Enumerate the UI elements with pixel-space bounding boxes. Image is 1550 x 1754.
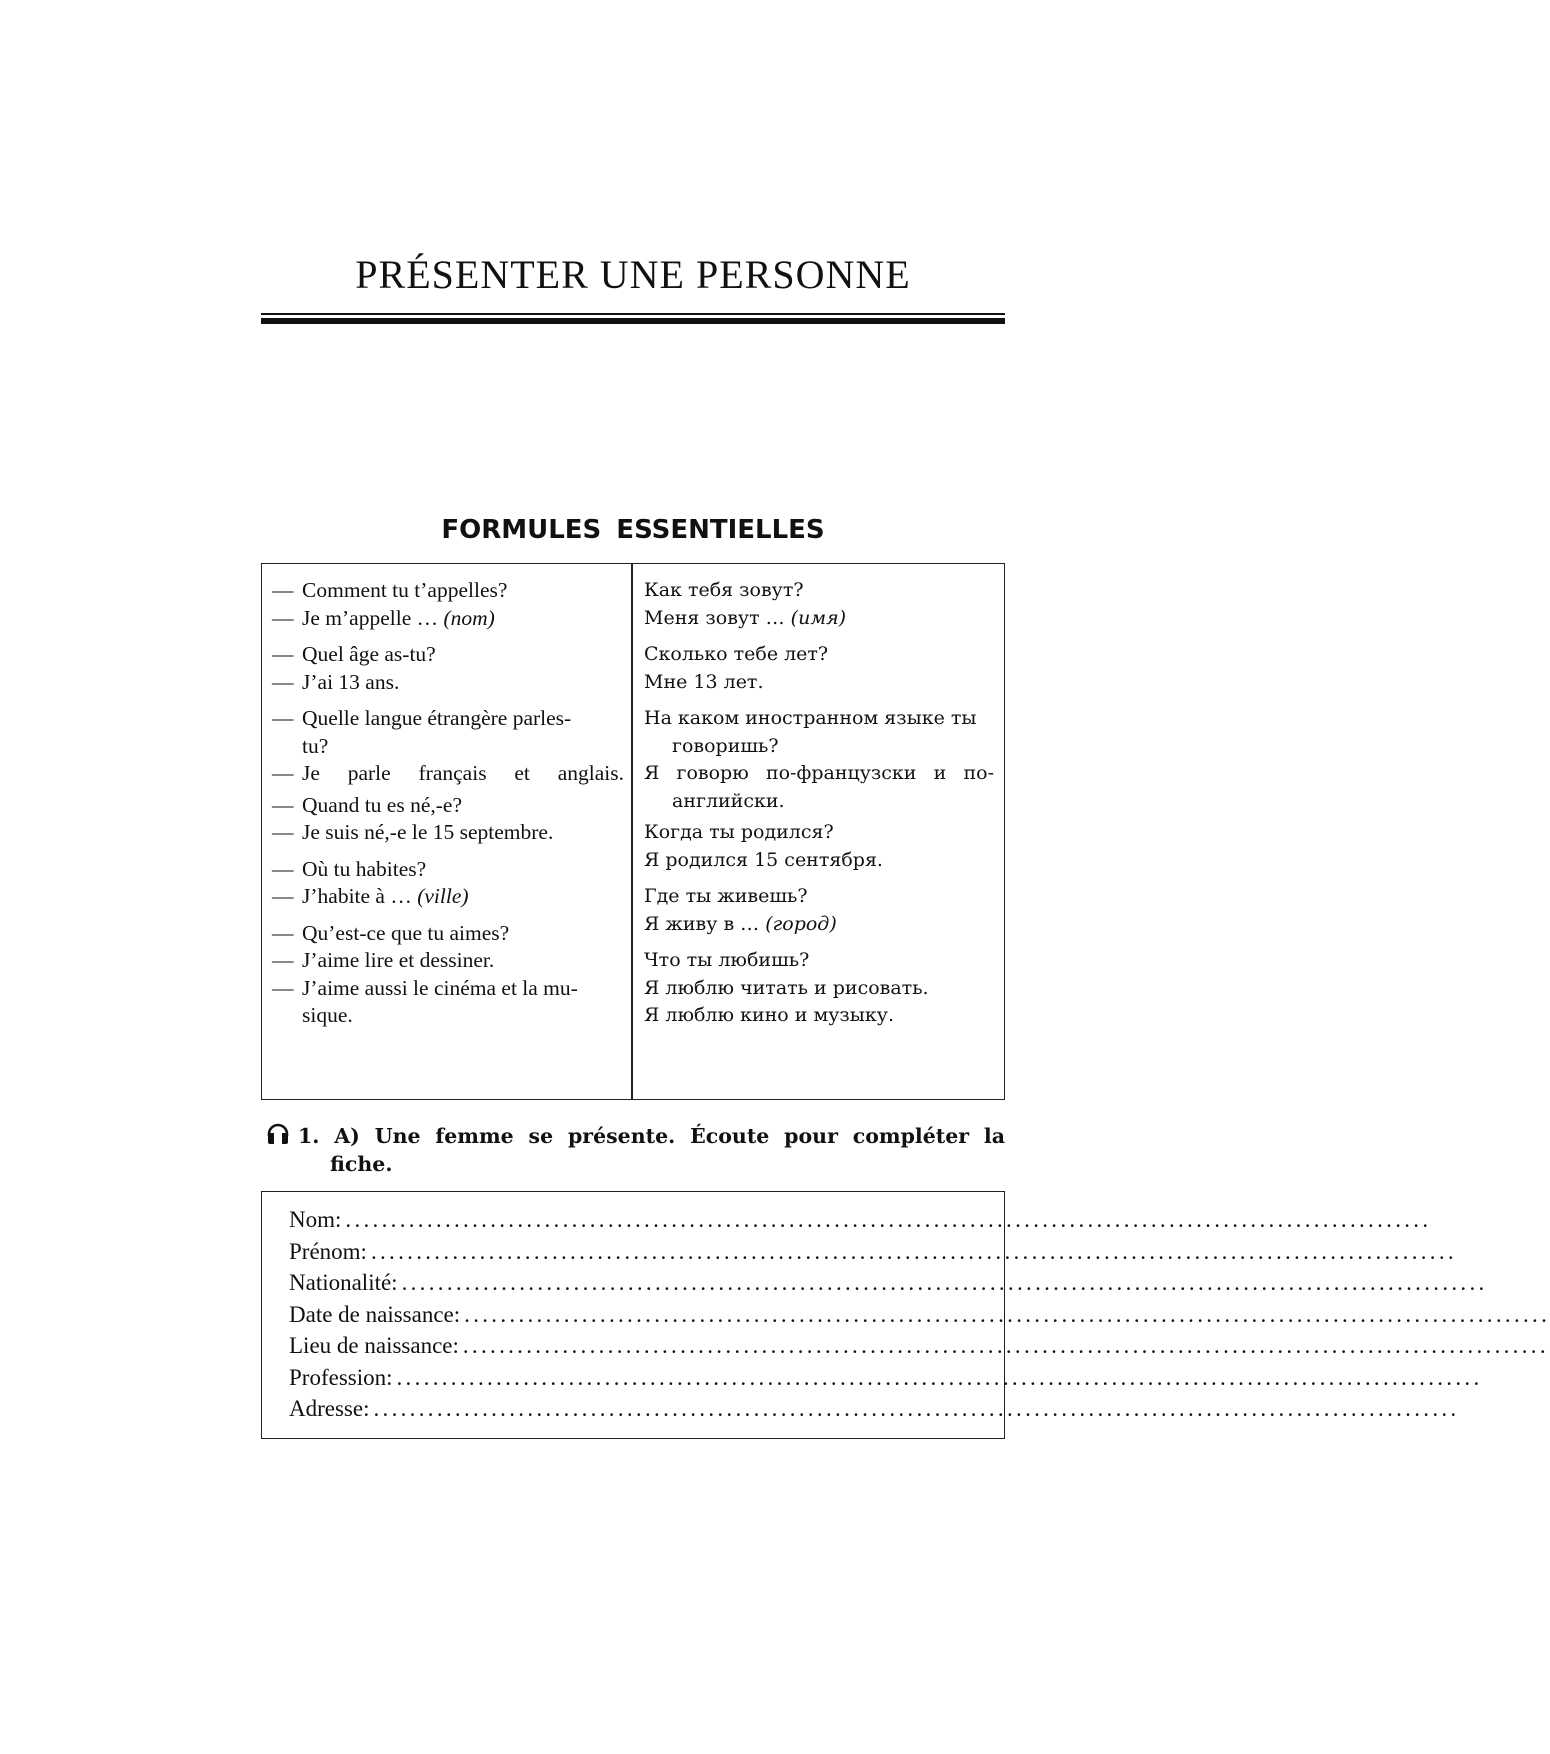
french-group (272, 920, 624, 1030)
page-title: PRÉSENTER UNE PERSONNE (355, 252, 911, 297)
title-rule-thick (261, 318, 1005, 324)
dash: — (272, 706, 294, 730)
fiche-field-blank[interactable]: ........................................................................................................................ (462, 1333, 1549, 1358)
dash: — (272, 605, 294, 630)
french-line (272, 856, 624, 884)
dash: — (272, 578, 294, 602)
fiche-field-label: Date de naissance: (289, 1301, 461, 1327)
fiche-field (289, 1393, 1460, 1425)
french-group (272, 856, 624, 911)
russian-text: Меня зовут … (644, 606, 785, 629)
french-text: J’aime aussi le cinéma et la mu- (302, 975, 578, 1000)
russian-line (644, 947, 994, 975)
french-text: tu? (302, 733, 329, 758)
dash: — (272, 948, 294, 972)
dash: — (272, 820, 294, 844)
russian-group (644, 947, 994, 1030)
russian-text: Я говорю по-французски и по- (644, 762, 994, 784)
dash: — (272, 642, 294, 666)
fiche-field (289, 1362, 1483, 1394)
russian-text: Где ты живешь? (644, 885, 808, 907)
russian-line (644, 733, 994, 761)
russian-text: Я люблю кино и музыку. (644, 1004, 895, 1026)
russian-line (644, 641, 994, 669)
fiche-field (289, 1299, 1550, 1331)
fiche-field (289, 1236, 1457, 1268)
french-text: Qu’est-ce que tu aimes? (302, 920, 510, 945)
french-line (272, 947, 624, 975)
french-text: Quel âge as-tu? (302, 642, 436, 666)
fiche-field-blank[interactable]: ........................................................................................................................ (401, 1270, 1488, 1295)
french-text: Je suis né,-e le 15 septembre. (302, 820, 554, 844)
russian-note: (город) (765, 912, 837, 935)
fiche-field-blank[interactable]: ........................................................................................................................ (373, 1396, 1460, 1421)
fiche-field-label: Adresse: (289, 1396, 370, 1421)
russian-group (644, 641, 994, 696)
russian-group (644, 705, 994, 815)
russian-line (644, 669, 994, 697)
french-group (272, 577, 624, 632)
russian-line (644, 1002, 994, 1030)
exercise-line-1: 1. A) Une femme se présente. Écoute pour compléter la (298, 1124, 1005, 1148)
dash: — (272, 856, 294, 881)
russian-text: Я родился 15 сентября. (644, 848, 883, 871)
russian-text: Сколько тебе лет? (644, 643, 829, 665)
french-note: (ville) (417, 884, 469, 908)
fiche-field-label: Nationalité: (289, 1270, 398, 1295)
section-title: FORMULES ESSENTIELLES (441, 515, 825, 545)
russian-text: Как тебя зовут? (644, 579, 804, 601)
russian-text: говоришь? (672, 734, 779, 757)
french-text: J’aime lire et dessiner. (302, 948, 495, 972)
russian-text: Я живу в … (644, 912, 760, 935)
french-text: Où tu habites? (302, 856, 427, 881)
french-line (272, 641, 624, 669)
russian-line (644, 760, 994, 788)
fiche-form (261, 1191, 1550, 1439)
russian-line (644, 883, 994, 911)
russian-line (644, 577, 994, 605)
russian-line (644, 911, 994, 939)
dash: — (272, 792, 294, 817)
russian-line (644, 705, 994, 733)
dash: — (272, 975, 294, 1000)
fiche-field-blank[interactable]: ........................................................................................................................ (464, 1301, 1550, 1327)
french-text: Quelle langue étrangère parles- (302, 706, 572, 730)
dash: — (272, 669, 294, 694)
russian-text: Что ты любишь? (644, 949, 810, 971)
french-text: J’habite à … (302, 884, 412, 908)
fiche-field (289, 1204, 1432, 1236)
french-line (272, 577, 624, 605)
headphones-icon (266, 1123, 298, 1150)
russian-group (644, 883, 994, 938)
fiche-field-label: Profession: (289, 1364, 393, 1390)
russian-line (644, 819, 994, 847)
french-line (272, 792, 624, 820)
russian-line (644, 788, 994, 816)
french-line (272, 733, 624, 761)
russian-line (644, 847, 994, 875)
french-line (272, 883, 624, 911)
russian-text: английски. (672, 789, 785, 812)
french-group (272, 705, 624, 788)
russian-note: (имя) (790, 606, 847, 629)
fiche-field-blank[interactable]: ........................................................................................................................ (370, 1238, 1457, 1264)
french-line (272, 760, 624, 788)
dash: — (272, 920, 294, 945)
french-line (272, 819, 624, 847)
french-group (272, 792, 624, 847)
russian-group (644, 819, 994, 874)
french-line (272, 605, 624, 633)
french-text: J’ai 13 ans. (302, 669, 400, 694)
french-text: Je parle français et anglais. (302, 761, 624, 785)
russian-text: Мне 13 лет. (644, 670, 764, 693)
french-line (272, 920, 624, 948)
fiche-field (289, 1330, 1549, 1362)
russian-group (644, 577, 994, 632)
french-note: (nom) (443, 605, 495, 630)
french-group (272, 641, 624, 696)
fiche-field-blank[interactable]: ........................................................................................................................ (345, 1207, 1432, 1232)
exercise-instruction (266, 1122, 1005, 1178)
russian-line (644, 605, 994, 633)
russian-text: На каком иностранном языке ты (644, 707, 977, 729)
dash: — (272, 761, 294, 785)
french-line (272, 669, 624, 697)
french-text: Quand tu es né,-e? (302, 792, 462, 817)
french-text: Comment tu t’appelles? (302, 578, 508, 602)
french-text: Je m’appelle … (302, 605, 439, 630)
french-column (272, 577, 624, 1030)
dash: — (272, 884, 294, 908)
title-rule-thin (261, 313, 1005, 315)
russian-text: Когда ты родился? (644, 821, 834, 843)
french-line (272, 975, 624, 1003)
russian-column (644, 577, 994, 1030)
french-line (272, 705, 624, 733)
fiche-field-label: Lieu de naissance: (289, 1333, 459, 1358)
column-divider (631, 564, 633, 1099)
formules-table (261, 563, 1005, 1100)
french-text: sique. (302, 1003, 353, 1027)
russian-line (644, 975, 994, 1003)
fiche-field-blank[interactable]: ........................................................................................................................ (396, 1364, 1483, 1390)
fiche-field (289, 1267, 1488, 1299)
french-line (272, 1002, 624, 1030)
russian-text: Я люблю читать и рисовать. (644, 976, 929, 999)
fiche-field-label: Prénom: (289, 1238, 367, 1264)
fiche-field-label: Nom: (289, 1207, 342, 1232)
exercise-line-2: fiche. (330, 1152, 393, 1176)
